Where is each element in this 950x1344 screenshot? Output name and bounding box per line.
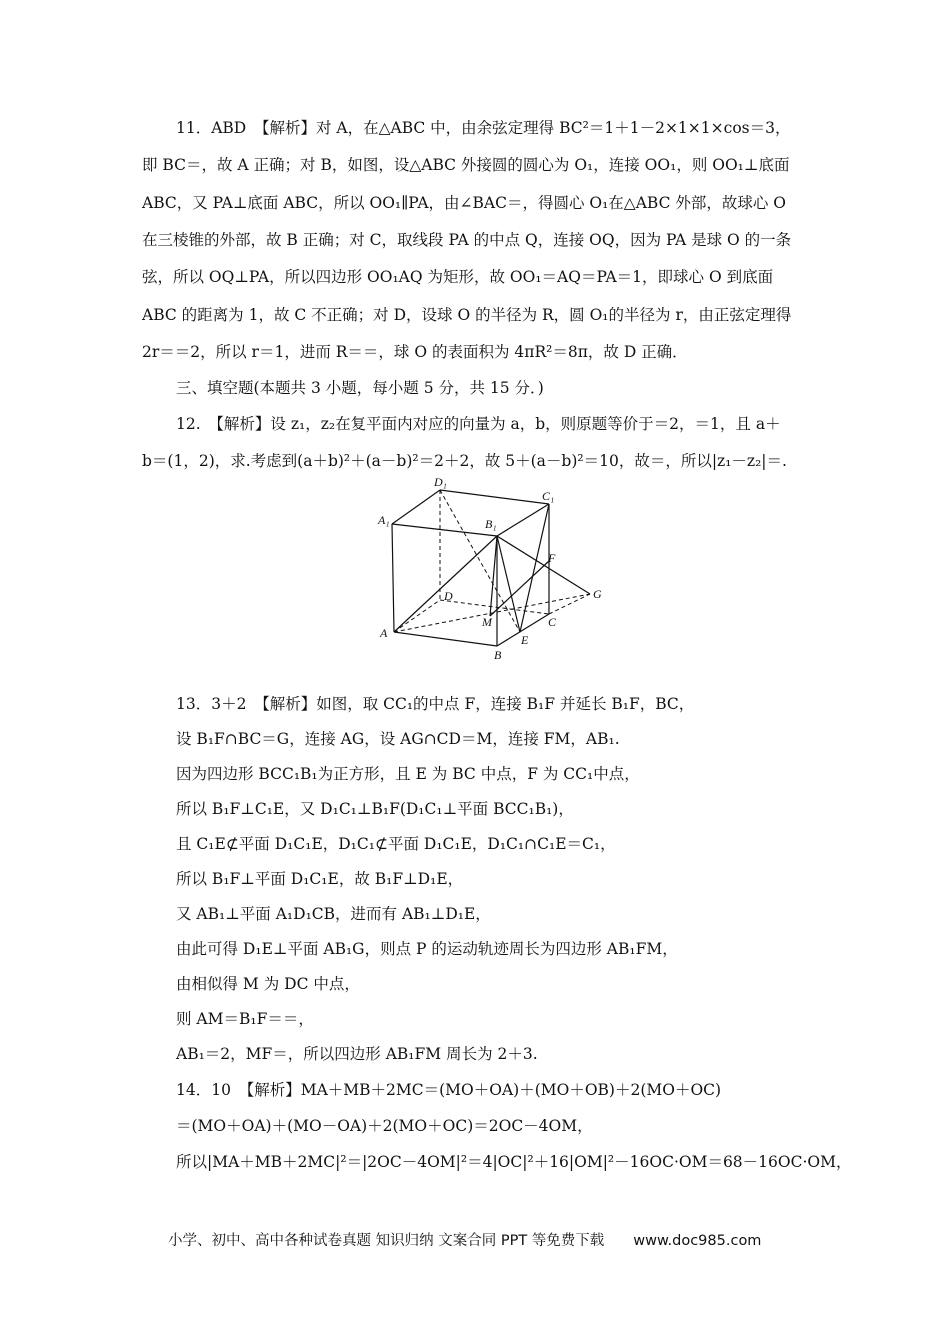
- label-e: E: [521, 633, 529, 647]
- line-b1g: [497, 536, 590, 594]
- paragraph-line: 所以|MA＋MB＋2MC|²＝|2OC－4OM|²＝4|OC|²＋16|OM|²－16OC·OM＝68－16OC·OM，: [176, 1153, 852, 1171]
- paragraph-line: AB₁＝2，MF＝，所以四边形 AB₁FM 周长为 2＋3.: [176, 1045, 538, 1063]
- paragraph-line: 11．ABD 【解析】对 A，在△ABC 中，由余弦定理得 BC²＝1＋1－2×1×1×cos＝3，: [176, 119, 791, 137]
- paragraph-line: 且 C₁E⊄平面 D₁C₁E，D₁C₁⊄平面 D₁C₁E，D₁C₁∩C₁E＝C₁，: [176, 835, 616, 853]
- edge-a1b1: [392, 524, 497, 536]
- paragraph-line: b＝(1，2)，求.考虑到(a＋b)²＋(a－b)²＝2＋2，故 5＋(a－b)²＝10，故＝，所以|z₁－z₂|＝.: [142, 452, 787, 470]
- cube-figure: [372, 476, 622, 662]
- line-b1m: [490, 536, 497, 616]
- line-b1e: [497, 536, 520, 632]
- edge-d1c1: [440, 490, 549, 504]
- edge-a1d1: [392, 490, 440, 524]
- paragraph-line: 在三棱锥的外部，故 B 正确；对 C，取线段 PA 的中点 Q，连接 OQ，因为 PA 是球 O 的一条: [142, 231, 792, 249]
- paragraph-line: 所以 B₁F⊥平面 D₁C₁E，故 B₁F⊥D₁E，: [176, 870, 464, 888]
- label-a1: A₁: [378, 513, 390, 527]
- page-footer: 小学、初中、高中各种试卷真题 知识归纳 文案合同 PPT 等免费下载 www.doc985.com: [168, 1233, 762, 1249]
- paragraph-line: 14．10 【解析】MA＋MB＋2MC＝(MO＋OA)＋(MO＋OB)＋2(MO＋OC): [176, 1081, 722, 1099]
- paragraph-line: 2r＝＝2，所以 r＝1，进而 R＝＝，球 O 的表面积为 4πR²＝8π，故 D 正确．: [142, 343, 688, 361]
- label-c: C: [548, 615, 557, 629]
- label-d1: D₁: [434, 476, 447, 489]
- label-f: F: [548, 551, 556, 565]
- paragraph-line: 因为四边形 BCC₁B₁为正方形，且 E 为 BC 中点，F 为 CC₁中点，: [176, 765, 640, 783]
- line-d1e-hidden: [440, 490, 520, 632]
- paragraph-line: ABC，又 PA⊥底面 ABC，所以 OO₁∥PA，由∠BAC＝，得圆心 O₁在△ABC 外部，故球心 O: [142, 194, 787, 212]
- edge-ab: [394, 632, 497, 646]
- paragraph-line: 由相似得 M 为 DC 中点，: [176, 975, 360, 993]
- paragraph-line: ABC 的距离为 1，故 C 不正确；对 D，设球 O 的半径为 R，圆 O₁的半径为 r，由正弦定理得: [142, 306, 792, 324]
- paragraph-line: 即 BC＝，故 A 正确；对 B，如图，设△ABC 外接圆的圆心为 O₁，连接 OO₁，则 OO₁⊥底面: [142, 156, 790, 174]
- label-a: A: [380, 626, 388, 640]
- paragraph-line: 设 B₁F∩BC＝G，连接 AG，设 AG∩CD＝M，连接 FM，AB₁.: [176, 730, 620, 748]
- label-b: B: [494, 648, 502, 662]
- label-d: D: [444, 589, 453, 603]
- paragraph-line: 则 AM＝B₁F＝＝，: [176, 1010, 314, 1028]
- paragraph-line: 12. 【解析】设 z₁，z₂在复平面内对应的向量为 a，b，则原题等价于＝2，＝1，且 a＋: [176, 415, 781, 433]
- line-cg-hidden: [549, 594, 590, 614]
- section-heading: 三、填空题(本题共 3 小题，每小题 5 分，共 15 分．): [176, 379, 544, 397]
- paragraph-line: 13．3＋2 【解析】如图，取 CC₁的中点 F，连接 B₁F 并延长 B₁F，BC，: [176, 695, 695, 713]
- paragraph-line: 弦，所以 OQ⊥PA，所以四边形 OO₁AQ 为矩形，故 OO₁＝AQ＝PA＝1，即球心 O 到底面: [142, 268, 774, 286]
- label-g: G: [593, 587, 602, 601]
- label-m: M: [482, 615, 492, 629]
- line-c1e: [520, 504, 549, 632]
- paragraph-line: 所以 B₁F⊥C₁E，又 D₁C₁⊥B₁F(D₁C₁⊥平面 BCC₁B₁)，: [176, 800, 574, 818]
- label-c1: C₁: [542, 489, 555, 503]
- edge-aa1: [392, 524, 394, 632]
- label-b1: B₁: [485, 517, 497, 531]
- paragraph-line: 又 AB₁⊥平面 A₁D₁CB，进而有 AB₁⊥D₁E，: [176, 905, 491, 923]
- edge-b1c1: [497, 504, 549, 536]
- paragraph-line: 由此可得 D₁E⊥平面 AB₁G，则点 P 的运动轨迹周长为四边形 AB₁FM，: [176, 940, 678, 958]
- paragraph-line: ＝(MO＋OA)＋(MO－OA)＋2(MO＋OC)＝2OC－4OM，: [176, 1117, 593, 1135]
